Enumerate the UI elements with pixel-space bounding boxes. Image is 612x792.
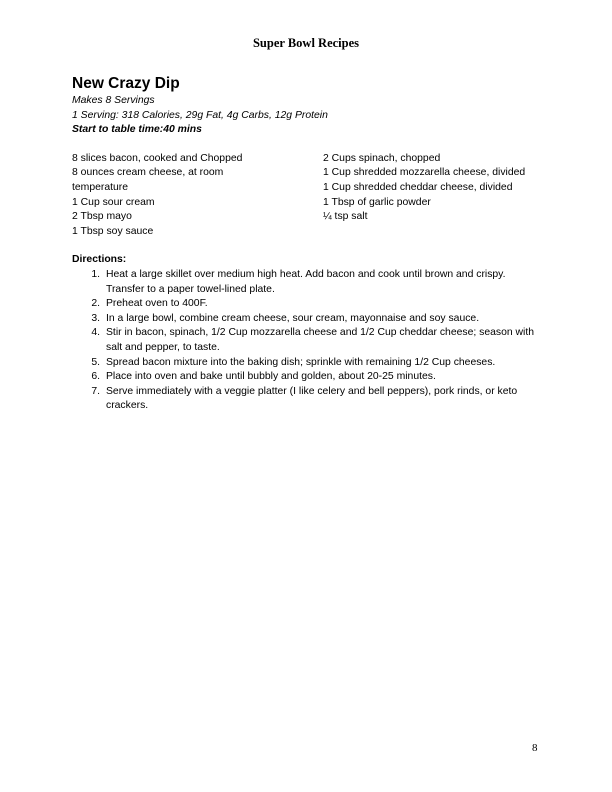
recipe-nutrition: 1 Serving: 318 Calories, 29g Fat, 4g Carbs, 12g Protein: [72, 109, 328, 121]
ingredients-list: [72, 152, 552, 240]
step-number: 7.: [91, 385, 100, 397]
direction-step: [72, 370, 552, 385]
step-number: 3.: [91, 312, 100, 324]
step-text: In a large bowl, combine cream cheese, sour cream, mayonnaise and soy sauce.: [106, 312, 480, 324]
step-text: Serve immediately with a veggie platter (I like celery and bell peppers), pork rinds, or keto crackers.: [106, 385, 518, 412]
ingredient-item: 1 Tbsp soy sauce: [72, 225, 154, 237]
direction-step: [72, 268, 552, 297]
step-text: Preheat oven to 400F.: [106, 298, 208, 310]
step-text: Heat a large skillet over medium high heat. Add bacon and cook until brown and crispy. Transfer to a paper towel-lined plate.: [106, 268, 506, 295]
direction-step: [72, 356, 552, 371]
step-number: 6.: [91, 371, 100, 383]
direction-step: [72, 385, 552, 414]
direction-step: [72, 297, 552, 312]
ingredient-item: 1 Cup shredded mozzarella cheese, divided: [323, 167, 526, 179]
direction-step: [72, 326, 552, 355]
step-number: 2.: [91, 298, 100, 310]
ingredient-item: 1 Cup sour cream: [72, 196, 155, 208]
recipe-title: New Crazy Dip: [72, 75, 180, 92]
directions-list: [72, 268, 552, 414]
ingredient-item: ¼ tsp salt: [323, 211, 368, 223]
ingredient-item: 2 Cups spinach, chopped: [323, 152, 441, 164]
step-text: Stir in bacon, spinach, 1/2 Cup mozzarella cheese and 1/2 Cup cheddar cheese; season with salt and pepper, to taste.: [106, 327, 535, 353]
page-number: 8: [532, 742, 538, 754]
step-number: 4.: [91, 327, 100, 339]
step-text: Spread bacon mixture into the baking dish; sprinkle with remaining 1/2 Cup cheeses.: [106, 356, 496, 368]
page-header: Super Bowl Recipes: [252, 36, 360, 50]
step-text: Place into oven and bake until bubbly and golden, about 20-25 minutes.: [106, 371, 436, 383]
recipe-servings: Makes 8 Servings: [72, 95, 155, 106]
ingredient-item: 8 slices bacon, cooked and Chopped: [72, 152, 243, 164]
direction-step: [72, 312, 552, 327]
recipe: [72, 74, 552, 414]
ingredients-left-column: [72, 152, 323, 240]
ingredient-item: 1 Cup shredded cheddar cheese, divided: [323, 181, 513, 193]
directions-heading: Directions:: [72, 254, 127, 266]
ingredient-item: 2 Tbsp mayo: [72, 211, 132, 223]
ingredient-item: 8 ounces cream cheese, at room temperature: [72, 167, 224, 193]
recipe-time: Start to table time:40 mins: [72, 124, 202, 136]
step-number: 1.: [91, 268, 100, 280]
step-number: 5.: [91, 356, 100, 368]
ingredients-right-column: [323, 152, 552, 240]
ingredient-item: 1 Tbsp of garlic powder: [323, 196, 431, 208]
